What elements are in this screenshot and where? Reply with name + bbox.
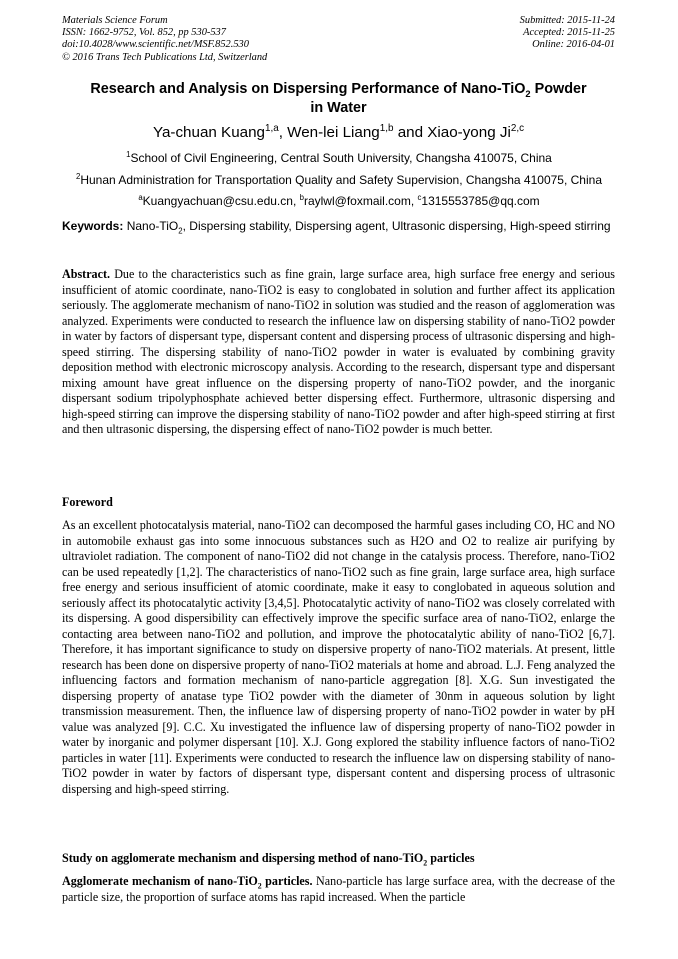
section-heading-foreword: Foreword — [62, 495, 113, 509]
keywords-label: Keywords: — [62, 219, 124, 233]
abstract-text: Due to the characteristics such as fine grain, large surface area, high surface free energy and serious insufficient of atomic coordinate, nano-TiO2 is easy to conglobated in solution and further affect its application seriously. The agglomerate mechanism of nano-TiO2 in solution was studied and the reason of agglomeration was analyzed. Experiments were conducted to research the influence law on dispersing stability of nano-TiO2 powder in water by factors of dispersant type, dispersant content and dispersing process of ultrasonic dispersing and high-speed stirring. The dispersing stability of nano-TiO2 powder in water is evaluated by combining gravity deposition method with electronic microscopy analysis. According to the research, dispersant type and dispersant mixing amount have great influence on the dispersing property of nano-TiO2 powder, and the inorganic dispersant sodium tripolyphosphate achieved better dispersing effect. Furthermore, ultrasonic dispersing and high-speed stirring can improve the dispersing stability of nano-TiO2 powder and after high-speed stirring at first and then ultrasonic dispersing, the dispersing effect of nano-TiO2 powder is much better. — [62, 267, 615, 436]
email-link[interactable]: Kuangyachuan@csu.edu.cn, — [142, 194, 300, 208]
email-link[interactable]: raylwl@foxmail.com, — [303, 194, 418, 208]
author-emails: $^a$Kuangyachuan@csu.edu.cn, $^b$raylwl@foxmail.com, $^c$1315553785@qq.com — [138, 193, 540, 208]
abstract — [62, 267, 615, 438]
running-header-right — [520, 15, 615, 52]
doi[interactable]: doi:10.4028/www.scientific.net/MSF.852.530 — [62, 39, 249, 51]
author-name: , Wen-lei Liang — [278, 124, 380, 141]
foreword-text: As an excellent photocatalysis material, nano-TiO2 can decomposed the harmful gases including CO, HC and NO in automobile exhaust gas into some innocuous substances such as H2O and O2 to realize air purifying by ultraviolet radiation. The component of nano-TiO2 did not change in the catalysis process. Therefore, nano-TiO2 can be used repeatedly [1,2]. The characteristics of nano-TiO2 such as fine grain, large surface area, high surface free energy and serious insufficient of atomic coordinate, make it easy to conglobated in aqueous solution and seriously affect its photocatalytic activity [3,4,5]. Photocatalytic activity of nano-TiO2 was closely correlated with its dispersing. A good dispersibility can effectively improve the specific surface area of nano-TiO2, enlarge the contacting area between nano-TiO2 and pollution, and improve the photocatalytic ability of nano-TiO2 [6,7]. Therefore, it has important significance to study on dispersive property of nano-TiO2 materials. At present, little research has been done on dispersive property of nano-TiO2 materials at home and abroad. L.J. Feng analyzed the influencing factors and formation mechanism of nano-particle aggregation [8]. X.G. Sun investigated the dispersing property of anatase type TiO2 powder with the diameter of 30nm in aqueous solution by light transmission measurement. Then, the influence law of dispersing property of nano-TiO2 powder in water by pH value was analyzed [9]. C.C. Xu investigated the influence law of dispersing property of nano-TiO2 powder in water by inorganic and polymer dispersant [10]. X.J. Gong explored the stability influence factors of nano-TiO2 particles in water [11]. Experiments were conducted to research the influence law on dispersing stability of nano-TiO2 powder in water by factors of dispersant type, dispersant content and dispersing process of ultrasonic dispersing and high-speed stirring. — [62, 518, 615, 796]
author-name: and Xiao-yong Ji — [393, 124, 511, 141]
paper-title: Research and Analysis on Dispersing Performance of Nano-TiO$_2$ Powder in Water — [90, 81, 587, 116]
journal-name: Materials Science Forum — [62, 15, 168, 26]
keywords: Keywords: Nano-TiO$_2$, Dispersing stability, Dispersing agent, Ultrasonic dispersing, High-speed stirring — [62, 219, 611, 236]
copyright: © 2016 Trans Tech Publications Ltd, Switzerland — [62, 51, 268, 63]
email-link[interactable]: 1315553785@qq.com — [421, 194, 540, 208]
affiliation-1: $^1$School of Civil Engineering, Central South University, Changsha 410075, China — [126, 150, 552, 165]
abstract-label: Abstract. — [62, 267, 111, 281]
author-list: Ya-chuan Kuang$^{1,a}$, Wen-lei Liang$^{1,b}$ and Xiao-yong Ji$^{2,c}$ — [152, 122, 525, 141]
agglomerate-paragraph: Agglomerate mechanism of nano-TiO$_2$ particles. Nano-particle has large surface area, with the decrease of the particle size, the proportion of surface atoms has rapid increased. When the particle — [62, 874, 615, 904]
online-date: Online: 2016-04-01 — [532, 39, 615, 51]
issn-volume: ISSN: 1662-9752, Vol. 852, pp 530-537 — [62, 27, 226, 39]
author-name: Ya-chuan Kuang — [152, 124, 265, 141]
subsection-label: Agglomerate mechanism of nano-TiO$_2$ particles. — [62, 874, 313, 891]
section-heading-agglomerate: Study on agglomerate mechanism and dispersing method of nano-TiO$_2$ particles — [62, 851, 475, 868]
affiliation-2: $^2$Hunan Administration for Transportation Quality and Safety Supervision, Changsha 410075, China — [76, 172, 602, 187]
running-header-left — [62, 15, 267, 64]
submitted-date: Submitted: 2015-11-24 — [519, 15, 615, 26]
accepted-date: Accepted: 2015-11-25 — [523, 27, 615, 39]
